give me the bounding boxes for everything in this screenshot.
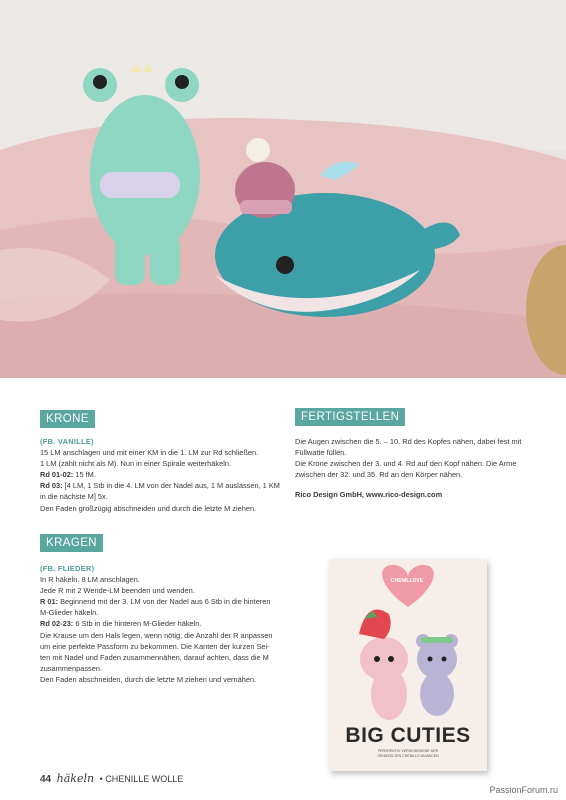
magazine-cover	[329, 559, 487, 771]
section-title: KRONE	[46, 413, 89, 425]
text-line: zusammenpassen.	[40, 663, 103, 673]
section-heading-fertigstellen	[295, 408, 405, 426]
text-line: M-Glieder häkeln.	[40, 608, 99, 618]
row-instruction: Rd 02-23: 6 Stb in die hinteren M-Glieder häkeln.	[40, 619, 202, 629]
page-number: 44	[40, 774, 52, 785]
krone-body	[40, 436, 285, 514]
watermark: PassionForum.ru	[489, 785, 558, 795]
section-heading-kragen	[40, 534, 103, 552]
text-line: ten mit Nadel und Faden zusammennähen, darauf achten, dass die M	[40, 652, 269, 662]
color-label: (FB. VANILLE)	[40, 437, 94, 446]
text-line: in die nächste M] 5x.	[40, 492, 108, 502]
text-line: zwischen der 32. und 35. Rd an den Körper nähen.	[295, 470, 463, 480]
heart-logo-text: CHENILLOVE	[390, 578, 424, 584]
row-instruction: Rd 01-02: 15 fM.	[40, 470, 96, 480]
section-heading-krone	[40, 410, 95, 428]
fertigstellen-body	[295, 436, 550, 500]
text-line: Den Faden abschneiden, durch die letzte M ziehen und vernähen.	[40, 674, 257, 684]
page-footer	[40, 772, 183, 785]
credit-line: Rico Design GmbH, www.rico-design.com	[295, 490, 443, 500]
footer-separator: •	[99, 774, 103, 784]
footer-script-word: häkeln	[56, 772, 95, 785]
text-line: Die Krone zwischen der 3. und 4. Rd auf den Kopf nähen. Die Arme	[295, 459, 517, 469]
hero-photo	[0, 0, 566, 378]
text-line: um eine perfekte Passform zu bekommen. Die Kanten der kurzen Sei-	[40, 641, 270, 651]
text-line: Jede R mit 2 Wende-LM beenden und wenden.	[40, 586, 195, 596]
footer-label: CHENILLE WOLLE	[105, 774, 184, 784]
magazine-subtitle: PERSPEKTIV VERSCHIEDENE DER GEHÄKELTEN CHENILLE-NUANCEN	[377, 749, 439, 758]
color-label: (FB. FLIEDER)	[40, 564, 95, 573]
text-line: 1 LM (zählt nicht als M). Nun in einer Spirale weiterhäkeln.	[40, 459, 232, 469]
text-line: 15 LM anschlagen und mit einer KM in die 1. LM zur Rd schließen.	[40, 448, 259, 458]
section-title: KRAGEN	[46, 537, 97, 549]
text-line: Die Krause um den Hals legen, wenn nötig, die Anzahl der R anpassen	[40, 630, 273, 640]
text-line: Füllwatte füllen.	[295, 448, 347, 458]
section-title: FERTIGSTELLEN	[301, 411, 400, 423]
magazine-title: BIG CUTIES	[345, 724, 471, 747]
text-line: Die Augen zwischen die 5. – 10. Rd des Kopfes nähen, dabei fest mit	[295, 437, 522, 446]
kragen-body	[40, 563, 290, 685]
row-instruction: R 01: Beginnend mit der 3. LM von der Nadel aus 6 Stb in die hinteren	[40, 597, 271, 607]
row-instruction: Rd 03: [4 LM, 1 Stb in die 4. LM von der Nadel aus, 1 M auslassen, 1 KM	[40, 481, 280, 491]
text-line: Den Faden großzügig abschneiden und durch die letzte M ziehen.	[40, 503, 257, 513]
text-line: In R häkeln. 8 LM anschlagen.	[40, 575, 140, 585]
